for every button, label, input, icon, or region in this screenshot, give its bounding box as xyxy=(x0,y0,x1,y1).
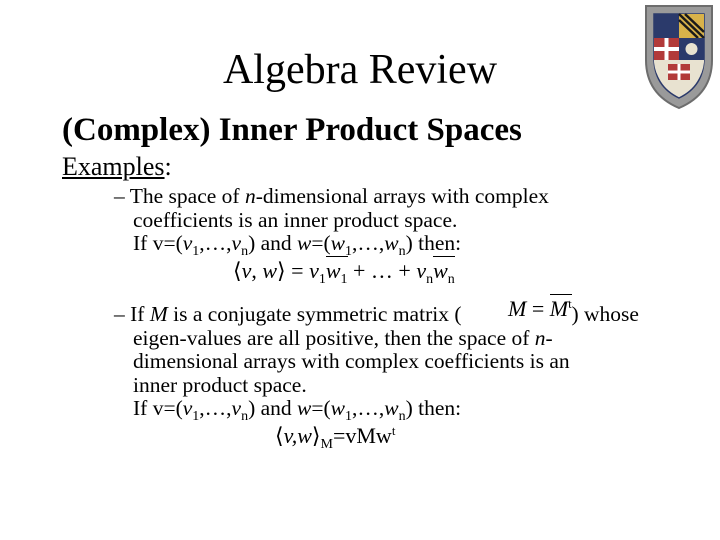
angle-bracket: ⟩ xyxy=(277,258,286,283)
text-run: =vMw xyxy=(332,423,392,448)
bullet-1-line-3 xyxy=(114,231,549,259)
superscript-t: t xyxy=(391,423,396,438)
variables-vw: v,w xyxy=(283,423,312,448)
variable-M: M xyxy=(149,302,168,326)
variable-n: n xyxy=(244,184,256,208)
conjugate-w1 xyxy=(325,256,348,287)
variable-v: v xyxy=(182,396,193,420)
university-seal-icon xyxy=(638,0,720,114)
examples-colon: : xyxy=(164,152,172,181)
subscript: 1 xyxy=(318,272,326,287)
subscript: 1 xyxy=(192,409,200,424)
bullet-item-1 xyxy=(114,184,549,259)
superscript-t: t xyxy=(568,296,572,311)
conjugate-symmetry-equation xyxy=(508,296,572,322)
examples-label-text: Examples xyxy=(62,152,165,181)
text-run: , xyxy=(251,258,263,283)
variable-M: M xyxy=(549,296,569,321)
variable-n: n xyxy=(534,325,546,350)
variable-w: w xyxy=(330,231,346,255)
bullet-1-line-2: coefficients is an inner product space. xyxy=(133,207,458,232)
inner-product-formula xyxy=(233,256,455,286)
angle-bracket: ⟩ xyxy=(311,423,321,448)
subscript: 1 xyxy=(340,272,348,287)
subscript: n xyxy=(398,409,406,424)
variable-w: w xyxy=(297,396,312,420)
variable-v: v xyxy=(231,396,242,420)
text-run: + … + xyxy=(347,258,417,283)
angle-bracket: ⟨ xyxy=(275,423,284,448)
text-run: ,…, xyxy=(352,396,385,420)
bullet-1-line-1 xyxy=(114,185,549,209)
text-run: ) and xyxy=(248,231,298,255)
subscript-M: M xyxy=(320,437,333,452)
text-run: ) and xyxy=(248,396,298,420)
bullet-dash: – xyxy=(114,302,125,326)
text-run: ) then: xyxy=(405,231,462,255)
text-run: =( xyxy=(311,396,331,420)
conjugate-transpose xyxy=(550,294,572,321)
text-run: ) whose xyxy=(571,302,639,326)
bullet-2-line-4: inner product space. xyxy=(133,372,307,397)
subscript: n xyxy=(241,244,249,259)
subscript: n xyxy=(447,272,455,287)
equals-sign: = xyxy=(526,296,550,321)
variable-v: v xyxy=(416,258,427,283)
text-run: ) then: xyxy=(405,396,462,420)
subscript: 1 xyxy=(345,244,353,259)
subscript: 1 xyxy=(345,409,353,424)
text-run: If v=( xyxy=(133,231,183,255)
text-run: =( xyxy=(311,231,331,255)
examples-label xyxy=(62,152,172,182)
section-heading: (Complex) Inner Product Spaces xyxy=(62,112,522,148)
text-run: is a conjugate symmetric matrix ( xyxy=(167,302,462,326)
subscript: n xyxy=(241,409,249,424)
text-run: - xyxy=(545,325,553,350)
slide-title: Algebra Review xyxy=(222,47,498,93)
seal-graphic xyxy=(646,6,712,108)
text-run: If xyxy=(130,302,150,326)
equals-sign: = xyxy=(285,258,310,283)
bullet-dash: – xyxy=(114,184,125,208)
variable-w: w xyxy=(330,396,346,420)
angle-bracket: ⟨ xyxy=(233,258,242,283)
variable-M: M xyxy=(508,296,527,321)
variable-v: v xyxy=(309,258,319,283)
text-run: eigen-values are all positive, then the space of xyxy=(133,325,535,350)
bullet-2-line-5 xyxy=(114,396,639,424)
variable-w: w xyxy=(297,231,312,255)
conjugate-wn xyxy=(433,256,455,287)
subscript: n xyxy=(398,244,406,259)
bullet-2-line-2 xyxy=(114,327,639,351)
variable-v: v xyxy=(182,231,193,255)
text-run: ,…, xyxy=(199,396,232,420)
subscript: 1 xyxy=(192,244,200,259)
text-run: If v=( xyxy=(133,396,183,420)
variable-w: w xyxy=(384,231,399,255)
text-run: ,…, xyxy=(352,231,385,255)
variable-v: v xyxy=(241,258,252,283)
variable-v: v xyxy=(231,231,242,255)
variable-w: w xyxy=(325,258,341,283)
text-run: ,…, xyxy=(199,231,232,255)
text-run: The space of xyxy=(129,184,245,208)
variable-w: w xyxy=(384,396,399,420)
subscript: n xyxy=(426,272,434,287)
bullet-2-line-3: dimensional arrays with complex coefficients is an xyxy=(133,349,570,373)
variable-w: w xyxy=(433,258,448,283)
variable-w: w xyxy=(262,258,278,283)
weighted-inner-product-formula xyxy=(275,423,396,452)
text-run: -dimensional arrays with complex xyxy=(255,184,549,208)
